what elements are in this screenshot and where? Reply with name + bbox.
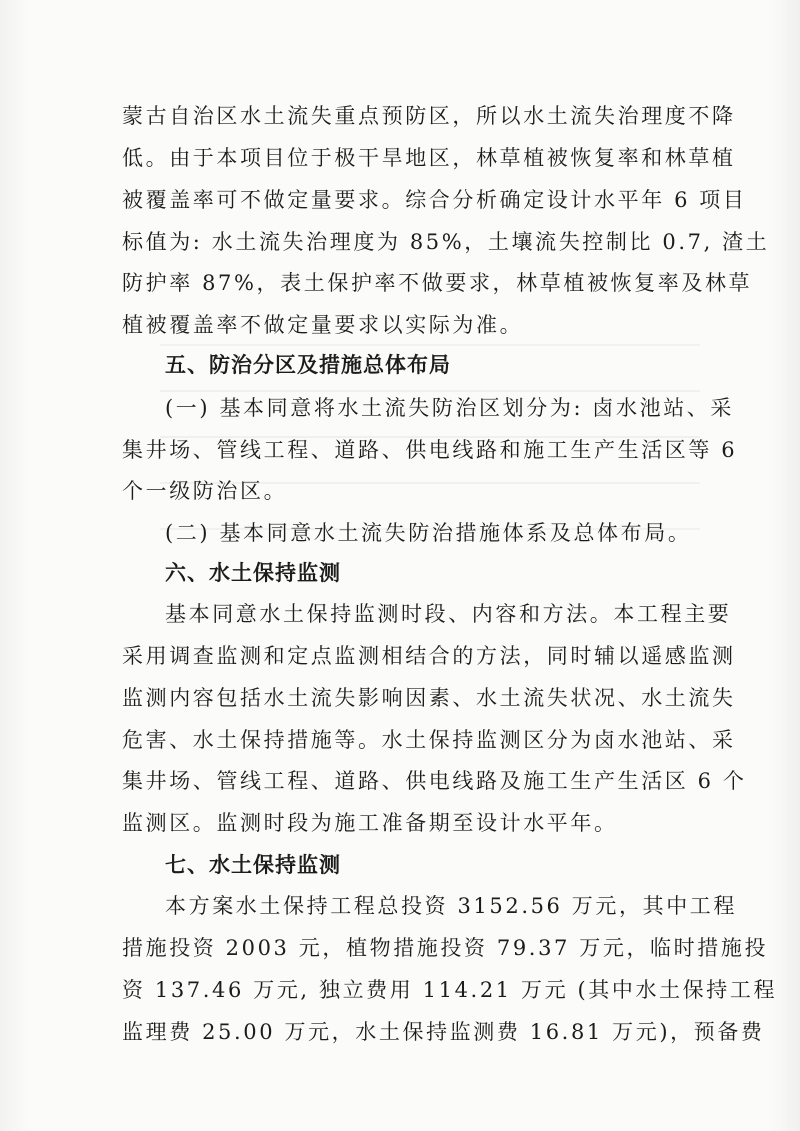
section-heading-6: 六、水土保持监测 xyxy=(165,561,341,585)
paragraph-line: 蒙古自治区水土流失重点预防区，所以水土流失治理度不降 xyxy=(122,104,736,128)
paragraph-line: 监理费 25.00 万元，水土保持监测费 16.81 万元)，预备费 xyxy=(122,1020,765,1044)
section-heading-7: 七、水土保持监测 xyxy=(165,853,341,877)
paragraph-line: 监测区。监测时段为施工准备期至设计水平年。 xyxy=(122,811,618,835)
paragraph-line: 防护率 87%，表土保护率不做要求，林草植被恢复率及林草 xyxy=(122,271,753,295)
paragraph-line: 资 137.46 万元, 独立费用 114.21 万元 (其中水土保持工程 xyxy=(122,978,778,1002)
paragraph-line: 集井场、管线工程、道路、供电线路和施工生产生活区等 6 xyxy=(122,438,738,462)
paragraph-line: 植被覆盖率不做定量要求以实际为准。 xyxy=(122,313,524,337)
paragraph-line: 被覆盖率可不做定量要求。综合分析确定设计水平年 6 项目 xyxy=(122,188,747,212)
paragraph-line: 标值为: 水土流失治理度为 85%，土壤流失控制比 0.7, 渣土 xyxy=(122,230,770,254)
paragraph-line: 危害、水土保持措施等。水土保持监测区分为卤水池站、采 xyxy=(122,728,736,752)
paragraph-line: 低。由于本项目位于极干旱地区，林草植被恢复率和林草植 xyxy=(122,146,736,170)
paragraph-line: (一) 基本同意将水土流失防治区划分为: 卤水池站、采 xyxy=(165,396,735,420)
paragraph-line: 措施投资 2003 元，植物措施投资 79.37 万元，临时措施投 xyxy=(122,936,769,960)
paragraph-line: 监测内容包括水土流失影响因素、水土流失状况、水土流失 xyxy=(122,686,736,710)
paragraph-line: (二) 基本同意水土流失防治措施体系及总体布局。 xyxy=(165,521,692,545)
paragraph-line: 本方案水土保持工程总投资 3152.56 万元，其中工程 xyxy=(165,894,737,918)
paragraph-line: 采用调查监测和定点监测相结合的方法，同时辅以遥感监测 xyxy=(122,644,736,668)
paragraph-line: 集井场、管线工程、道路、供电线路及施工生产生活区 6 个 xyxy=(122,769,747,793)
section-heading-5: 五、防治分区及措施总体布局 xyxy=(165,353,451,377)
paragraph-line: 个一级防治区。 xyxy=(122,479,288,503)
paragraph-line: 基本同意水土保持监测时段、内容和方法。本工程主要 xyxy=(165,602,732,626)
